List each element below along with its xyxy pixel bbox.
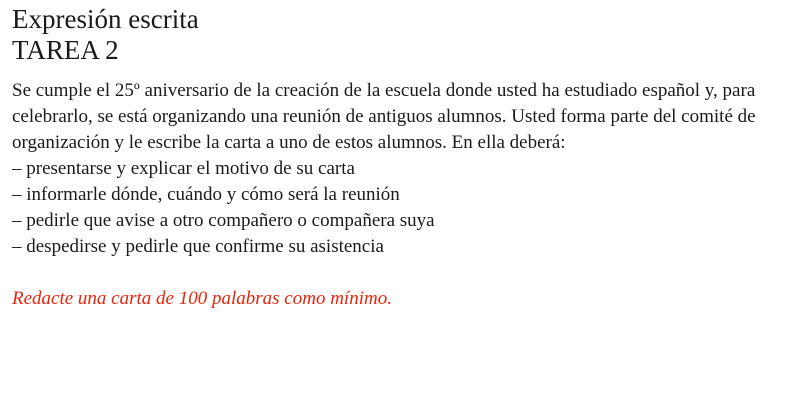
task-prompt: Se cumple el 25º aniversario de la creación de la escuela donde usted ha estudiado español y, para celebrarlo, se está organizando una reunión de antiguos alumnos. Usted forma parte del comité de organización y le escribe la carta a uno de estos alumnos. En ella deberá:: [12, 80, 756, 153]
list-item: – informarle dónde, cuándo y cómo será la reunión: [12, 184, 400, 205]
list-item: – despedirse y pedirle que confirme su asistencia: [12, 236, 384, 257]
exam-task-page: [12, 4, 792, 312]
task-label: TAREA 2: [12, 35, 119, 65]
list-item: – presentarse y explicar el motivo de su carta: [12, 158, 355, 179]
section-title: Expresión escrita: [12, 4, 199, 34]
task-requirements-list: [12, 156, 792, 260]
word-count-instruction: Redacte una carta de 100 palabras como mínimo.: [12, 288, 392, 309]
list-item: – pedirle que avise a otro compañero o compañera suya: [12, 210, 435, 231]
